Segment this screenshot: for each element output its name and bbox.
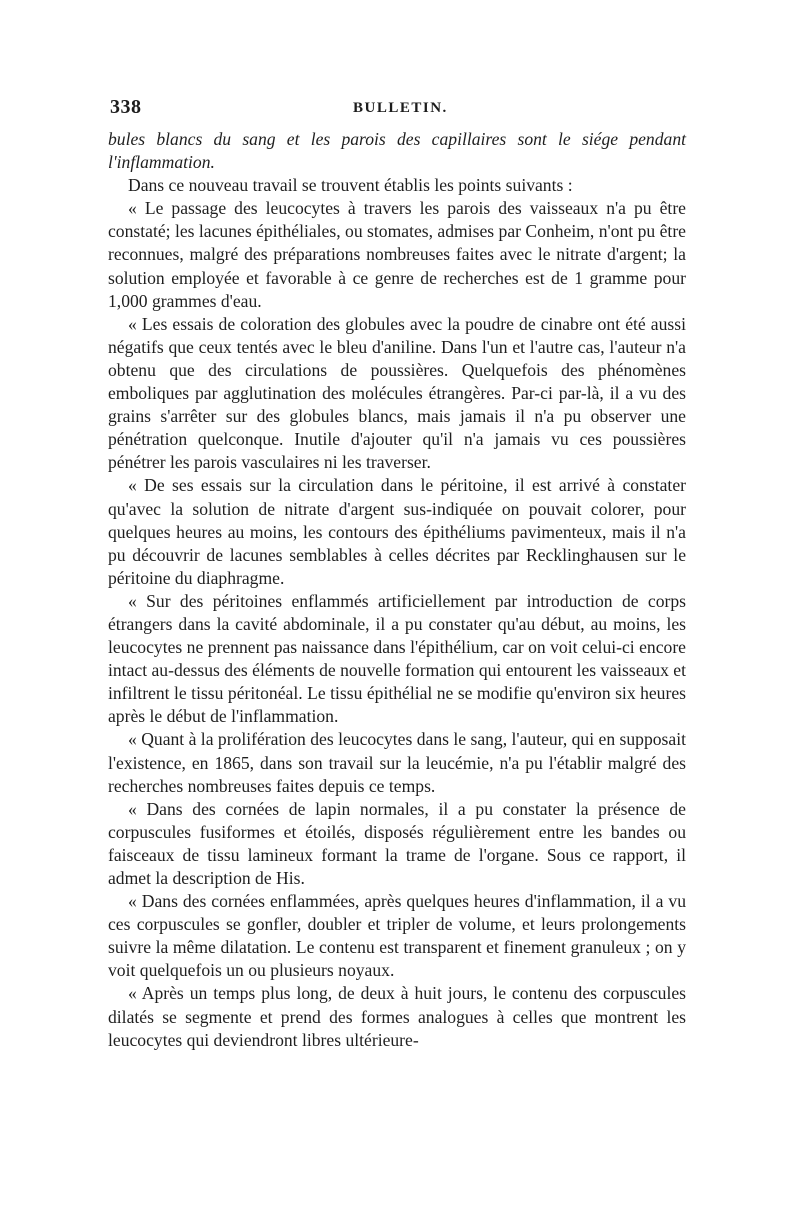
paragraph-peritoines-enflammes: « Sur des péritoines enflammés artificiellement par introduction de corps étrangers dans la cavité abdominale, il a pu constater qu'au début, au moins, les leucocytes ne prennent pas naissance dans l'épithélium, car on voit celui-ci encore intact au-dessus des éléments de nouvelle formation qui entourent les vaisseaux et infiltrent le tissu péritonéal. Le tissu épithélial ne se modifie qu'environ six heures après le début de l'inflammation.: [108, 590, 686, 727]
paragraph-peritoine-circulation: « De ses essais sur la circulation dans le péritoine, il est arrivé à constater qu'avec la solution de nitrate d'argent sus-indiquée on pouvait colorer, pour quelques heures au moins, les contours des épithéliums pavimenteux, mais il n'a pu découvrir de lacunes semblables à celles décrites par Recklinghausen sur le péritoine du diaphragme.: [108, 475, 686, 588]
paragraph-cornees-enflammees: « Dans des cornées enflammées, après quelques heures d'inflammation, il a vu ces corpuscules se gonfler, doubler et tripler de volume, et leurs prolongements suivre la même dilatation. Le contenu est transparent et finement granuleux ; on y voit quelquefois un ou plusieurs noyaux.: [108, 891, 686, 981]
paragraph-continuation: bules blancs du sang et les parois des capillaires sont le siége pendant l'inflammation.: [108, 129, 686, 173]
paragraph-coloration-essais: « Les essais de coloration des globules avec la poudre de cinabre ont été aussi négatifs que ceux tentés avec le bleu d'aniline. Dans l'un et l'autre cas, l'auteur n'a obtenu que des circulations de poussières. Quelquefois des phénomènes emboliques par agglutination des molécules étrangères. Par-ci par-là, il a vu des grains s'arrêter sur des globules blancs, mais jamais il n'a pu observer une pénétration quelconque. Inutile d'ajouter qu'il n'a jamais vu ces poussières pénétrer les parois vasculaires ni les traverser.: [108, 313, 686, 473]
page-header: [110, 96, 695, 122]
body-text: [108, 128, 686, 1052]
paragraph-intro: Dans ce nouveau travail se trouvent établis les points suivants :: [128, 175, 573, 196]
paragraph-leucocytes-passage: « Le passage des leucocytes à travers les parois des vaisseaux n'a pu être constaté; les lacunes épithéliales, ou stomates, admises par Conheim, n'ont pu être reconnues, malgré des préparations nombreuses faites avec le nitrate d'argent; la solution employée et favorable à ce genre de recherches est de 1 gramme pour 1,000 grammes d'eau.: [108, 198, 686, 311]
paragraph-cornees-normales: « Dans des cornées de lapin normales, il a pu constater la présence de corpuscules fusiformes et étoilés, disposés régulièrement entre les bandes ou faisceaux de tissu lamineux formant la trame de l'organe. Sous ce rapport, il admet la description de His.: [108, 798, 686, 888]
paragraph-temps-plus-long: « Après un temps plus long, de deux à huit jours, le contenu des corpuscules dilatés se segmente et prend des formes analogues à celles que montrent les leucocytes qui deviendront libres ultérieure-: [108, 983, 686, 1050]
running-head: BULLETIN.: [353, 100, 448, 116]
paragraph-proliferation: « Quant à la prolifération des leucocytes dans le sang, l'auteur, qui en supposait l'existence, en 1865, dans son travail sur la leucémie, n'a pu l'établir malgré des recherches nombreuses faites depuis ce temps.: [108, 729, 686, 796]
page-number: 338: [110, 96, 142, 118]
